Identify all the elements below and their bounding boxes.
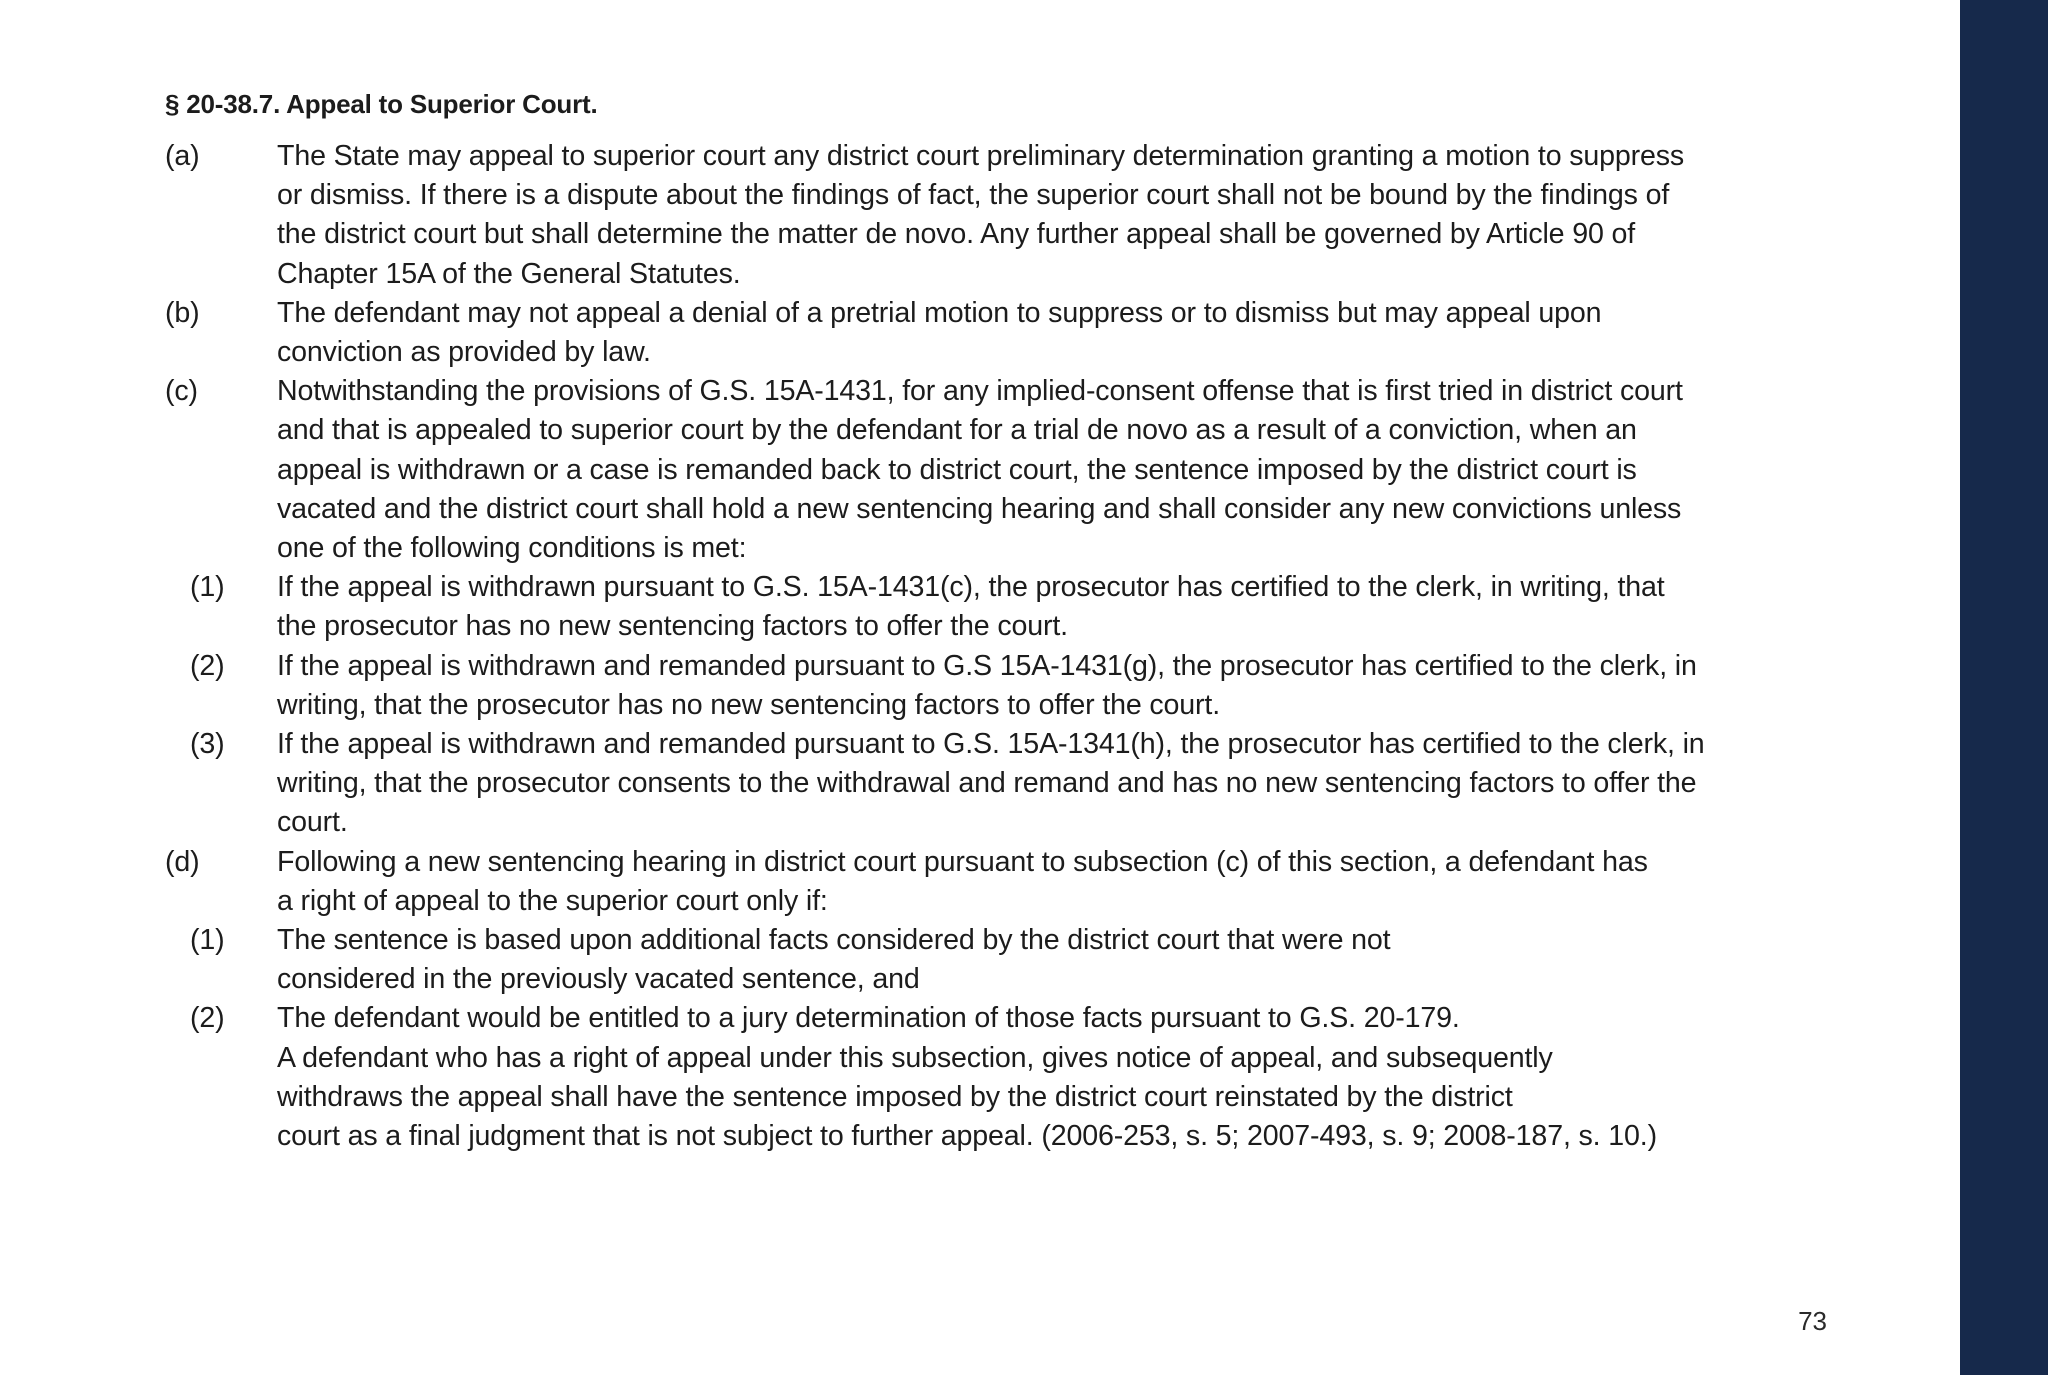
text-line: the prosecutor has no new sentencing factors to offer the court. — [277, 610, 1068, 643]
text-line: If the appeal is withdrawn and remanded pursuant to G.S 15A-1431(g), the prosecutor has certified to the clerk, in — [277, 649, 1697, 682]
text-line: withdraws the appeal shall have the sentence imposed by the district court reinstated by the district — [277, 1080, 1513, 1113]
paragraph-marker: (1) — [190, 924, 225, 957]
paragraph-text — [277, 294, 1880, 372]
paragraph-marker: (3) — [190, 728, 225, 761]
text-line: If the appeal is withdrawn and remanded pursuant to G.S. 15A-1341(h), the prosecutor has certified to the clerk, in — [277, 728, 1705, 761]
text-line: one of the following conditions is met: — [277, 532, 747, 565]
statute-paragraph — [0, 372, 1880, 568]
paragraph-marker: (2) — [190, 649, 225, 682]
text-line: a right of appeal to the superior court only if: — [277, 884, 828, 917]
paragraph-marker: (b) — [165, 296, 200, 329]
text-line: vacated and the district court shall hold a new sentencing hearing and shall consider any new convictions unless — [277, 492, 1682, 525]
statute-body — [0, 137, 1880, 1156]
text-line: A defendant who has a right of appeal under this subsection, gives notice of appeal, and subsequently — [277, 1041, 1553, 1074]
paragraph-text — [277, 1039, 1880, 1157]
navy-side-bar — [1960, 0, 2048, 1375]
paragraph-text — [277, 137, 1880, 294]
paragraph-text — [277, 921, 1880, 999]
statute-paragraph — [0, 647, 1880, 725]
text-line: the district court but shall determine the matter de novo. Any further appeal shall be governed by Article 90 of — [277, 218, 1636, 251]
text-line: The defendant may not appeal a denial of a pretrial motion to suppress or to dismiss but may appeal upon — [277, 296, 1602, 329]
text-line: The defendant would be entitled to a jury determination of those facts pursuant to G.S. 20-179. — [277, 1002, 1460, 1035]
text-line: Notwithstanding the provisions of G.S. 15A-1431, for any implied-consent offense that is first tried in district court — [277, 375, 1683, 408]
paragraph-text — [277, 568, 1880, 646]
statute-paragraph — [0, 921, 1880, 999]
paragraph-text — [277, 843, 1880, 921]
paragraph-marker: (a) — [165, 140, 200, 172]
statute-paragraph — [0, 568, 1880, 646]
text-line: writing, that the prosecutor consents to the withdrawal and remand and has no new sentencing factors to offer the — [277, 767, 1697, 800]
text-line: writing, that the prosecutor has no new sentencing factors to offer the court. — [277, 688, 1221, 721]
text-line: Following a new sentencing hearing in district court pursuant to subsection (c) of this section, a defendant has — [277, 845, 1648, 878]
statute-paragraph — [0, 137, 1880, 294]
paragraph-text — [277, 647, 1880, 725]
section-heading: § 20-38.7. Appeal to Superior Court. — [165, 89, 598, 119]
paragraph-text — [277, 725, 1880, 843]
text-line: conviction as provided by law. — [277, 336, 651, 369]
paragraph-marker: (2) — [190, 1002, 225, 1035]
paragraph-marker: (d) — [165, 845, 200, 878]
page-number: 73 — [1798, 1306, 1827, 1336]
text-line: considered in the previously vacated sentence, and — [277, 963, 920, 996]
text-line: court as a final judgment that is not subject to further appeal. (2006-253, s. 5; 2007-493, s. 9; 2008-187, s. 10.) — [277, 1120, 1657, 1153]
statute-paragraph — [0, 1039, 1880, 1157]
text-line: If the appeal is withdrawn pursuant to G.S. 15A-1431(c), the prosecutor has certified to the clerk, in writing, that — [277, 571, 1665, 604]
paragraph-marker: (1) — [190, 571, 225, 604]
paragraph-text — [277, 372, 1880, 568]
text-line: The State may appeal to superior court any district court preliminary determination granting a motion to suppress — [277, 140, 1685, 172]
text-line: Chapter 15A of the General Statutes. — [277, 257, 741, 290]
text-line: appeal is withdrawn or a case is remanded back to district court, the sentence imposed by the district court is — [277, 453, 1637, 486]
text-line: court. — [277, 806, 348, 839]
paragraph-marker — [0, 1039, 277, 1157]
paragraph-text — [277, 999, 1880, 1038]
statute-paragraph — [0, 999, 1880, 1038]
text-line: and that is appealed to superior court by the defendant for a trial de novo as a result of a conviction, when an — [277, 414, 1637, 447]
statute-paragraph — [0, 725, 1880, 843]
text-line: or dismiss. If there is a dispute about the findings of fact, the superior court shall not be bound by the findings of — [277, 179, 1670, 212]
paragraph-marker: (c) — [165, 375, 198, 408]
text-line: The sentence is based upon additional facts considered by the district court that were not — [277, 924, 1391, 957]
statute-paragraph — [0, 294, 1880, 372]
statute-paragraph — [0, 843, 1880, 921]
